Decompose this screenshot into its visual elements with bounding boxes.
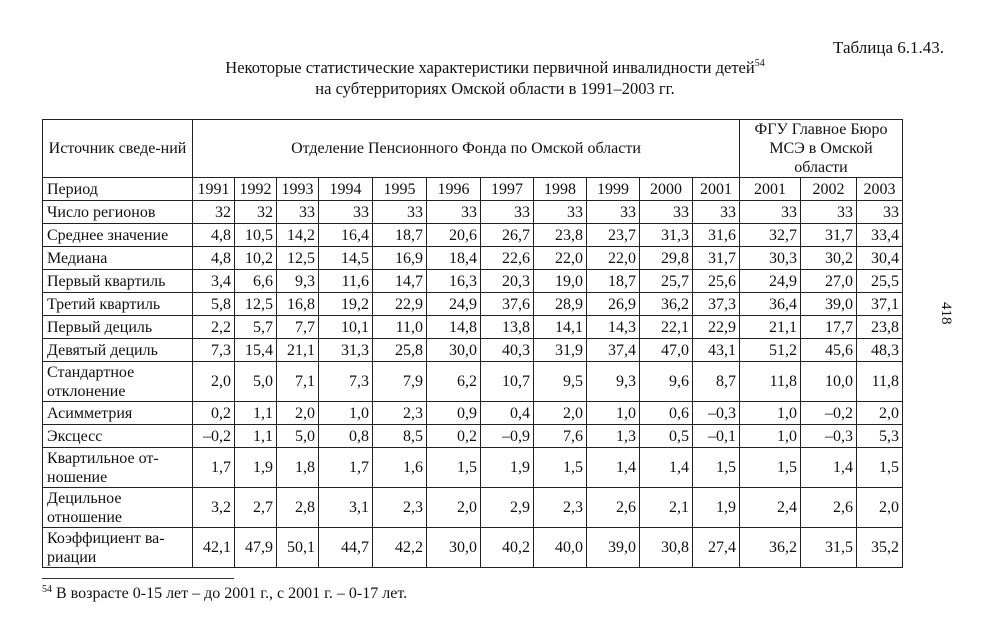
table-cell: 6,2 (427, 362, 481, 402)
table-cell: 33 (801, 201, 857, 224)
table-cell: 19,2 (319, 293, 373, 316)
year-header: 1997 (481, 178, 534, 201)
table-cell: 37,3 (693, 293, 740, 316)
table-cell: 8,5 (373, 425, 427, 448)
table-cell: 2,0 (857, 488, 903, 528)
year-header: 1996 (427, 178, 481, 201)
table-cell: 33 (277, 201, 319, 224)
table-cell: 7,6 (534, 425, 587, 448)
table-cell: 22,6 (481, 247, 534, 270)
table-cell: 10,1 (319, 316, 373, 339)
table-cell: 39,0 (801, 293, 857, 316)
table-cell: 16,4 (319, 224, 373, 247)
table-row (43, 425, 903, 448)
table-cell: 16,8 (277, 293, 319, 316)
row-label: Эксцесс (43, 425, 193, 448)
table-cell: 33 (427, 201, 481, 224)
table-cell: 12,5 (277, 247, 319, 270)
table-cell: 39,0 (587, 528, 640, 568)
row-label: Среднее значение (43, 224, 193, 247)
table-title (0, 57, 990, 99)
table-cell: 14,1 (534, 316, 587, 339)
table-cell: 1,9 (235, 448, 277, 488)
table-cell: 6,6 (235, 270, 277, 293)
table-cell: 3,4 (193, 270, 235, 293)
footnote-divider (42, 578, 234, 579)
table-cell: 17,7 (801, 316, 857, 339)
table-cell: 42,1 (193, 528, 235, 568)
table-row (43, 293, 903, 316)
mse-bureau-header: ФГУ Главное Бюро МСЭ в Омской области (740, 120, 903, 178)
table-cell: 11,8 (740, 362, 801, 402)
table-cell: 21,1 (277, 339, 319, 362)
table-cell: 30,0 (427, 528, 481, 568)
table-cell: 7,1 (277, 362, 319, 402)
table-cell: 7,9 (373, 362, 427, 402)
table-cell: 8,7 (693, 362, 740, 402)
table-cell: 2,0 (427, 488, 481, 528)
table-cell: 10,5 (235, 224, 277, 247)
table-cell: 33,4 (857, 224, 903, 247)
table-cell: 18,4 (427, 247, 481, 270)
table-cell: 14,8 (427, 316, 481, 339)
table-cell: 9,3 (587, 362, 640, 402)
table-cell: 19,0 (534, 270, 587, 293)
table-cell: 1,0 (319, 402, 373, 425)
page-number: 418 (938, 302, 954, 325)
table-row (43, 270, 903, 293)
row-label: Девятый дециль (43, 339, 193, 362)
table-cell: 20,3 (481, 270, 534, 293)
table-cell: 31,3 (640, 224, 693, 247)
table-cell: 22,0 (587, 247, 640, 270)
table-label: Таблица 6.1.43. (833, 38, 944, 57)
table-cell: 11,0 (373, 316, 427, 339)
table-cell: 23,8 (857, 316, 903, 339)
table-cell: 14,5 (319, 247, 373, 270)
table-cell: 47,0 (640, 339, 693, 362)
table-cell: 1,0 (587, 402, 640, 425)
table-cell: 3,1 (319, 488, 373, 528)
table-cell: 2,8 (277, 488, 319, 528)
year-header: 1991 (193, 178, 235, 201)
table-cell: –0,3 (693, 402, 740, 425)
table-cell: 7,7 (277, 316, 319, 339)
table-cell: 36,2 (640, 293, 693, 316)
table-cell: 35,2 (857, 528, 903, 568)
table-cell: 9,3 (277, 270, 319, 293)
table-cell: 2,3 (373, 402, 427, 425)
table-cell: 26,9 (587, 293, 640, 316)
table-cell: 31,6 (693, 224, 740, 247)
table-cell: –0,9 (481, 425, 534, 448)
table-cell: 2,9 (481, 488, 534, 528)
year-header: 1993 (277, 178, 319, 201)
row-label: Медиана (43, 247, 193, 270)
table-cell: 36,4 (740, 293, 801, 316)
table-cell: 30,3 (740, 247, 801, 270)
table-cell: 31,7 (693, 247, 740, 270)
table-cell: 43,1 (693, 339, 740, 362)
row-label: Первый дециль (43, 316, 193, 339)
table-cell: 37,1 (857, 293, 903, 316)
table-body (43, 201, 903, 568)
year-header: 1992 (235, 178, 277, 201)
table-cell: 33 (857, 201, 903, 224)
table-cell: 25,7 (640, 270, 693, 293)
table-cell: 1,5 (857, 448, 903, 488)
table-cell: 33 (693, 201, 740, 224)
table-cell: 0,4 (481, 402, 534, 425)
table-cell: 32,7 (740, 224, 801, 247)
year-header: 1999 (587, 178, 640, 201)
table-cell: 4,8 (193, 224, 235, 247)
table-cell: 12,5 (235, 293, 277, 316)
table-cell: 24,9 (427, 293, 481, 316)
table-cell: 5,7 (235, 316, 277, 339)
table-cell: 51,2 (740, 339, 801, 362)
table-cell: 25,6 (693, 270, 740, 293)
title-line-1: Некоторые статистические характеристики первичной инвалидности детей (225, 58, 755, 77)
table-row (43, 402, 903, 425)
row-label: Квартильное от-ношение (43, 448, 193, 488)
year-header: 2000 (640, 178, 693, 201)
table-cell: 2,2 (193, 316, 235, 339)
table-cell: 1,5 (693, 448, 740, 488)
table-cell: 1,9 (481, 448, 534, 488)
table-cell: 18,7 (373, 224, 427, 247)
table-cell: 5,8 (193, 293, 235, 316)
table-cell: 16,3 (427, 270, 481, 293)
table-cell: 1,1 (235, 425, 277, 448)
table-cell: 32 (193, 201, 235, 224)
table-cell: 2,0 (857, 402, 903, 425)
table-cell: 0,5 (640, 425, 693, 448)
table-cell: 47,9 (235, 528, 277, 568)
table-cell: 5,0 (235, 362, 277, 402)
table-cell: 10,2 (235, 247, 277, 270)
table-cell: 30,0 (427, 339, 481, 362)
table-cell: 18,7 (587, 270, 640, 293)
row-label: Число регионов (43, 201, 193, 224)
table-cell: 2,0 (277, 402, 319, 425)
year-header: 1998 (534, 178, 587, 201)
footnote-mark: 54 (42, 584, 52, 595)
table-cell: 13,8 (481, 316, 534, 339)
table-cell: 1,7 (193, 448, 235, 488)
table-cell: 10,0 (801, 362, 857, 402)
table-cell: 2,3 (534, 488, 587, 528)
table-cell: 3,2 (193, 488, 235, 528)
table-cell: 9,5 (534, 362, 587, 402)
table-cell: –0,1 (693, 425, 740, 448)
table-cell: 2,4 (740, 488, 801, 528)
row-label: Третий квартиль (43, 293, 193, 316)
table-cell: 29,8 (640, 247, 693, 270)
table-cell: 2,6 (801, 488, 857, 528)
table-cell: 25,8 (373, 339, 427, 362)
table-cell: 0,2 (427, 425, 481, 448)
table-cell: 45,6 (801, 339, 857, 362)
table-cell: –0,2 (193, 425, 235, 448)
table-cell: 33 (587, 201, 640, 224)
table-cell: 1,1 (235, 402, 277, 425)
table-cell: 48,3 (857, 339, 903, 362)
table-cell: 30,8 (640, 528, 693, 568)
row-label: Стандартное отклонение (43, 362, 193, 402)
table-cell: 22,9 (373, 293, 427, 316)
table-cell: 7,3 (319, 362, 373, 402)
table-cell: 22,9 (693, 316, 740, 339)
table-cell: 33 (481, 201, 534, 224)
table-cell: 7,3 (193, 339, 235, 362)
pension-fund-header: Отделение Пенсионного Фонда по Омской области (193, 120, 740, 178)
table-cell: 33 (373, 201, 427, 224)
table-cell: 1,0 (740, 425, 801, 448)
table-cell: 27,4 (693, 528, 740, 568)
title-line-2: на субтерриториях Омской области в 1991–2003 гг. (315, 79, 675, 98)
footnote (42, 585, 407, 603)
year-header: 1994 (319, 178, 373, 201)
table-cell: 37,4 (587, 339, 640, 362)
table-cell: 14,2 (277, 224, 319, 247)
table-cell: 0,9 (427, 402, 481, 425)
table-cell: 33 (640, 201, 693, 224)
table-cell: –0,2 (801, 402, 857, 425)
table-cell: 0,2 (193, 402, 235, 425)
table-cell: 2,7 (235, 488, 277, 528)
table-row (43, 528, 903, 568)
table-cell: 25,5 (857, 270, 903, 293)
table-cell: 1,7 (319, 448, 373, 488)
year-header: 2001 (740, 178, 801, 201)
table-cell: 22,0 (534, 247, 587, 270)
table-cell: 33 (319, 201, 373, 224)
table-cell: 11,6 (319, 270, 373, 293)
period-label: Период (43, 178, 193, 201)
table-cell: 1,0 (740, 402, 801, 425)
table-cell: 1,5 (427, 448, 481, 488)
table-cell: 30,2 (801, 247, 857, 270)
table-cell: 30,4 (857, 247, 903, 270)
table-row (43, 448, 903, 488)
table-row (43, 339, 903, 362)
table-cell: 2,3 (373, 488, 427, 528)
table-row (43, 201, 903, 224)
table-cell: 24,9 (740, 270, 801, 293)
table-cell: 11,8 (857, 362, 903, 402)
table-cell: 0,6 (640, 402, 693, 425)
table-cell: 26,7 (481, 224, 534, 247)
table-cell: 40,0 (534, 528, 587, 568)
row-label: Первый квартиль (43, 270, 193, 293)
table-cell: 1,6 (373, 448, 427, 488)
year-header: 2003 (857, 178, 903, 201)
table-cell: 44,7 (319, 528, 373, 568)
footnote-text: В возрасте 0-15 лет – до 2001 г., с 2001 г. – 0-17 лет. (56, 585, 408, 602)
table-cell: 23,8 (534, 224, 587, 247)
table-cell: 14,3 (587, 316, 640, 339)
table-cell: 22,1 (640, 316, 693, 339)
table-cell: 21,1 (740, 316, 801, 339)
table-cell: 31,5 (801, 528, 857, 568)
table-cell: 16,9 (373, 247, 427, 270)
table-cell: 10,7 (481, 362, 534, 402)
table-cell: 33 (534, 201, 587, 224)
table-cell: 1,4 (640, 448, 693, 488)
table-cell: 42,2 (373, 528, 427, 568)
row-label: Коэффициент ва-риации (43, 528, 193, 568)
table-cell: 1,4 (801, 448, 857, 488)
table-cell: 31,9 (534, 339, 587, 362)
title-footnote-ref: 54 (754, 58, 765, 69)
table-cell: 5,3 (857, 425, 903, 448)
table-cell: 36,2 (740, 528, 801, 568)
table-cell: 31,7 (801, 224, 857, 247)
table-cell: 50,1 (277, 528, 319, 568)
statistics-table (42, 119, 903, 568)
table-cell: 5,0 (277, 425, 319, 448)
row-label: Асимметрия (43, 402, 193, 425)
table-cell: 2,0 (534, 402, 587, 425)
period-row (43, 178, 903, 201)
table-row (43, 488, 903, 528)
table-cell: 2,1 (640, 488, 693, 528)
table-row (43, 247, 903, 270)
table-cell: 1,5 (534, 448, 587, 488)
table-cell: 1,3 (587, 425, 640, 448)
table-cell: 27,0 (801, 270, 857, 293)
table-cell: 2,6 (587, 488, 640, 528)
table-cell: 1,4 (587, 448, 640, 488)
year-header: 2001 (693, 178, 740, 201)
table-cell: 31,3 (319, 339, 373, 362)
table-cell: 9,6 (640, 362, 693, 402)
table-row (43, 362, 903, 402)
table-cell: 28,9 (534, 293, 587, 316)
table-cell: 15,4 (235, 339, 277, 362)
table-cell: 23,7 (587, 224, 640, 247)
table-cell: 1,5 (740, 448, 801, 488)
row-label: Децильное отношение (43, 488, 193, 528)
table-row (43, 224, 903, 247)
table-cell: 40,3 (481, 339, 534, 362)
table-cell: 40,2 (481, 528, 534, 568)
table-cell: 2,0 (193, 362, 235, 402)
year-header: 2002 (801, 178, 857, 201)
table-cell: 0,8 (319, 425, 373, 448)
table-cell: 33 (740, 201, 801, 224)
table-row (43, 316, 903, 339)
table-cell: 32 (235, 201, 277, 224)
source-header: Источник сведе-ний (43, 120, 193, 178)
table-cell: 1,9 (693, 488, 740, 528)
table-cell: 37,6 (481, 293, 534, 316)
table-cell: 1,8 (277, 448, 319, 488)
table-cell: 4,8 (193, 247, 235, 270)
table-cell: 14,7 (373, 270, 427, 293)
year-header: 1995 (373, 178, 427, 201)
table-cell: –0,3 (801, 425, 857, 448)
table-cell: 20,6 (427, 224, 481, 247)
